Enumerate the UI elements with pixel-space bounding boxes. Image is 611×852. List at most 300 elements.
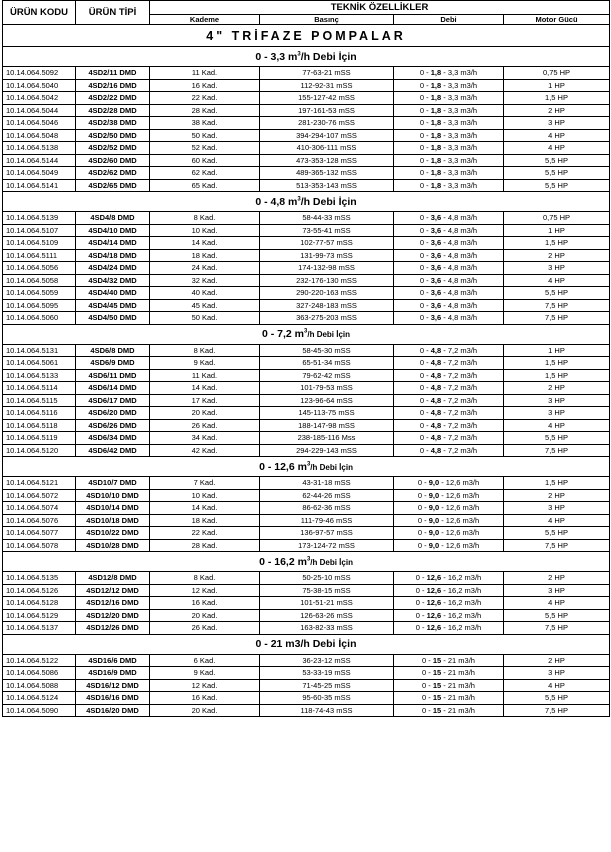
motor-power: 4 HP: [504, 597, 610, 610]
stage-count: 14 Kad.: [150, 237, 260, 250]
pressure-value: 65-51-34 mSS: [260, 357, 394, 370]
column-header-code: ÜRÜN KODU: [3, 1, 76, 25]
motor-power: 7,5 HP: [504, 444, 610, 457]
table-row: [3, 237, 610, 250]
flow-range: 0 - 9,0 - 12,6 m3/h: [394, 514, 504, 527]
product-code: 10.14.064.5137: [3, 622, 76, 635]
stage-count: 22 Kad.: [150, 92, 260, 105]
stage-count: 9 Kad.: [150, 357, 260, 370]
product-type: 4SD2/65 DMD: [76, 179, 150, 192]
flow-range: 0 - 3,6 - 4,8 m3/h: [394, 299, 504, 312]
product-code: 10.14.064.5115: [3, 394, 76, 407]
pressure-value: 123-96-64 mSS: [260, 394, 394, 407]
stage-count: 28 Kad.: [150, 104, 260, 117]
motor-power: 1,5 HP: [504, 357, 610, 370]
motor-power: 5,5 HP: [504, 167, 610, 180]
pressure-value: 489-365-132 mSS: [260, 167, 394, 180]
flow-range: 0 - 1,8 - 3,3 m3/h: [394, 67, 504, 80]
stage-count: 42 Kad.: [150, 444, 260, 457]
section-header: 0 - 7,2 $m^3/h$ Debi İçin: [3, 324, 610, 344]
pressure-value: 473-353-128 mSS: [260, 154, 394, 167]
pressure-value: 155-127-42 mSS: [260, 92, 394, 105]
flow-range: 0 - 9,0 - 12,6 m3/h: [394, 527, 504, 540]
table-row: [3, 407, 610, 420]
product-code: 10.14.064.5133: [3, 369, 76, 382]
product-type: 4SD2/50 DMD: [76, 129, 150, 142]
stage-count: 20 Kad.: [150, 609, 260, 622]
pressure-value: 75-38-15 mSS: [260, 584, 394, 597]
pressure-value: 238-185-116 Mss: [260, 432, 394, 445]
stage-count: 10 Kad.: [150, 489, 260, 502]
table-row: [3, 704, 610, 717]
table-row: [3, 382, 610, 395]
product-type: 4SD4/32 DMD: [76, 274, 150, 287]
stage-count: 16 Kad.: [150, 692, 260, 705]
pump-table: [2, 0, 610, 717]
motor-power: 5,5 HP: [504, 287, 610, 300]
stage-count: 9 Kad.: [150, 667, 260, 680]
motor-power: 0,75 HP: [504, 67, 610, 80]
flow-range: 0 - 15 - 21 m3/h: [394, 692, 504, 705]
motor-power: 5,5 HP: [504, 692, 610, 705]
flow-range: 0 - 1,8 - 3,3 m3/h: [394, 79, 504, 92]
product-type: 4SD12/8 DMD: [76, 572, 150, 585]
flow-range: 0 - 4,8 - 7,2 m3/h: [394, 382, 504, 395]
pressure-value: 111-79-46 mSS: [260, 514, 394, 527]
flow-range: 0 - 15 - 21 m3/h: [394, 704, 504, 717]
pressure-value: 101-51-21 mSS: [260, 597, 394, 610]
stage-count: 8 Kad.: [150, 572, 260, 585]
table-row: [3, 419, 610, 432]
product-type: 4SD4/24 DMD: [76, 262, 150, 275]
stage-count: 18 Kad.: [150, 249, 260, 262]
motor-power: 3 HP: [504, 117, 610, 130]
flow-range: 0 - 9,0 - 12,6 m3/h: [394, 502, 504, 515]
pressure-value: 86-62-36 mSS: [260, 502, 394, 515]
table-row: [3, 489, 610, 502]
flow-range: 0 - 3,6 - 4,8 m3/h: [394, 212, 504, 225]
pressure-value: 58-45-30 mSS: [260, 344, 394, 357]
product-code: 10.14.064.5124: [3, 692, 76, 705]
product-code: 10.14.064.5114: [3, 382, 76, 395]
motor-power: 5,5 HP: [504, 527, 610, 540]
flow-range: 0 - 1,8 - 3,3 m3/h: [394, 92, 504, 105]
product-type: 4SD2/38 DMD: [76, 117, 150, 130]
stage-count: 62 Kad.: [150, 167, 260, 180]
pressure-value: 50-25-10 mSS: [260, 572, 394, 585]
product-type: 4SD4/8 DMD: [76, 212, 150, 225]
product-type: 4SD10/14 DMD: [76, 502, 150, 515]
stage-count: 16 Kad.: [150, 79, 260, 92]
stage-count: 12 Kad.: [150, 584, 260, 597]
stage-count: 28 Kad.: [150, 539, 260, 552]
motor-power: 2 HP: [504, 489, 610, 502]
product-type: 4SD4/10 DMD: [76, 224, 150, 237]
table-row: [3, 679, 610, 692]
table-row: [3, 514, 610, 527]
stage-count: 40 Kad.: [150, 287, 260, 300]
product-type: 4SD16/6 DMD: [76, 654, 150, 667]
product-code: 10.14.064.5119: [3, 432, 76, 445]
flow-range: 0 - 4,8 - 7,2 m3/h: [394, 344, 504, 357]
table-row: [3, 167, 610, 180]
product-type: 4SD6/34 DMD: [76, 432, 150, 445]
table-row: [3, 129, 610, 142]
product-type: 4SD6/20 DMD: [76, 407, 150, 420]
product-type: 4SD6/9 DMD: [76, 357, 150, 370]
pressure-value: 71-45-25 mSS: [260, 679, 394, 692]
pressure-value: 197-161-53 mSS: [260, 104, 394, 117]
motor-power: 5,5 HP: [504, 179, 610, 192]
product-code: 10.14.064.5048: [3, 129, 76, 142]
table-row: [3, 299, 610, 312]
flow-range: 0 - 4,8 - 7,2 m3/h: [394, 444, 504, 457]
table-row: [3, 179, 610, 192]
product-code: 10.14.064.5131: [3, 344, 76, 357]
product-type: 4SD2/52 DMD: [76, 142, 150, 155]
stage-count: 34 Kad.: [150, 432, 260, 445]
product-code: 10.14.064.5042: [3, 92, 76, 105]
product-code: 10.14.064.5077: [3, 527, 76, 540]
pressure-value: 363-275-203 mSS: [260, 312, 394, 325]
product-code: 10.14.064.5076: [3, 514, 76, 527]
stage-count: 50 Kad.: [150, 129, 260, 142]
product-type: 4SD6/8 DMD: [76, 344, 150, 357]
product-type: 4SD10/10 DMD: [76, 489, 150, 502]
flow-range: 0 - 4,8 - 7,2 m3/h: [394, 432, 504, 445]
motor-power: 4 HP: [504, 419, 610, 432]
product-code: 10.14.064.5138: [3, 142, 76, 155]
pressure-value: 394-294-107 mSS: [260, 129, 394, 142]
motor-power: 3 HP: [504, 667, 610, 680]
stage-count: 11 Kad.: [150, 369, 260, 382]
motor-power: 3 HP: [504, 584, 610, 597]
product-type: 4SD2/62 DMD: [76, 167, 150, 180]
product-type: 4SD10/28 DMD: [76, 539, 150, 552]
motor-power: 7,5 HP: [504, 539, 610, 552]
product-type: 4SD2/22 DMD: [76, 92, 150, 105]
product-code: 10.14.064.5109: [3, 237, 76, 250]
stage-count: 18 Kad.: [150, 514, 260, 527]
motor-power: 2 HP: [504, 572, 610, 585]
pressure-value: 174-132-98 mSS: [260, 262, 394, 275]
motor-power: 7,5 HP: [504, 299, 610, 312]
product-code: 10.14.064.5139: [3, 212, 76, 225]
product-type: 4SD16/9 DMD: [76, 667, 150, 680]
product-code: 10.14.064.5128: [3, 597, 76, 610]
product-type: 4SD16/16 DMD: [76, 692, 150, 705]
flow-range: 0 - 3,6 - 4,8 m3/h: [394, 287, 504, 300]
stage-count: 52 Kad.: [150, 142, 260, 155]
table-row: [3, 667, 610, 680]
product-code: 10.14.064.5126: [3, 584, 76, 597]
product-code: 10.14.064.5118: [3, 419, 76, 432]
pressure-value: 136-97-57 mSS: [260, 527, 394, 540]
product-code: 10.14.064.5129: [3, 609, 76, 622]
pressure-value: 58-44-33 mSS: [260, 212, 394, 225]
motor-power: 1 HP: [504, 344, 610, 357]
table-row: [3, 584, 610, 597]
stage-count: 8 Kad.: [150, 344, 260, 357]
product-type: 4SD10/22 DMD: [76, 527, 150, 540]
table-title: 4" TRİFAZE POMPALAR: [3, 25, 610, 47]
section-header: 0 - 16,2 $m^3/h$ Debi İçin: [3, 552, 610, 572]
product-type: 4SD4/14 DMD: [76, 237, 150, 250]
stage-count: 45 Kad.: [150, 299, 260, 312]
flow-range: 0 - 12,6 - 16,2 m3/h: [394, 597, 504, 610]
motor-power: 5,5 HP: [504, 609, 610, 622]
stage-count: 8 Kad.: [150, 212, 260, 225]
product-code: 10.14.064.5059: [3, 287, 76, 300]
stage-count: 22 Kad.: [150, 527, 260, 540]
stage-count: 20 Kad.: [150, 704, 260, 717]
table-row: [3, 527, 610, 540]
product-type: 4SD4/50 DMD: [76, 312, 150, 325]
flow-range: 0 - 4,8 - 7,2 m3/h: [394, 357, 504, 370]
stage-count: 60 Kad.: [150, 154, 260, 167]
product-code: 10.14.064.5144: [3, 154, 76, 167]
product-code: 10.14.064.5135: [3, 572, 76, 585]
motor-power: 2 HP: [504, 104, 610, 117]
product-code: 10.14.064.5107: [3, 224, 76, 237]
flow-range: 0 - 12,6 - 16,2 m3/h: [394, 609, 504, 622]
flow-range: 0 - 15 - 21 m3/h: [394, 667, 504, 680]
table-row: [3, 104, 610, 117]
flow-range: 0 - 15 - 21 m3/h: [394, 654, 504, 667]
product-code: 10.14.064.5120: [3, 444, 76, 457]
column-header-kademe: Kademe: [150, 15, 260, 25]
table-row: [3, 539, 610, 552]
product-code: 10.14.064.5044: [3, 104, 76, 117]
stage-count: 12 Kad.: [150, 679, 260, 692]
stage-count: 20 Kad.: [150, 407, 260, 420]
product-code: 10.14.064.5046: [3, 117, 76, 130]
motor-power: 1,5 HP: [504, 369, 610, 382]
flow-range: 0 - 3,6 - 4,8 m3/h: [394, 224, 504, 237]
table-row: [3, 262, 610, 275]
section-header: 0 - 21 m3/h Debi İçin: [3, 634, 610, 654]
motor-power: 4 HP: [504, 129, 610, 142]
product-code: 10.14.064.5122: [3, 654, 76, 667]
section-header: 0 - 3,3 $m^3/h$ Debi İçin: [3, 47, 610, 67]
flow-range: 0 - 4,8 - 7,2 m3/h: [394, 407, 504, 420]
stage-count: 17 Kad.: [150, 394, 260, 407]
product-type: 4SD2/16 DMD: [76, 79, 150, 92]
product-type: 4SD4/18 DMD: [76, 249, 150, 262]
table-row: [3, 92, 610, 105]
pressure-value: 173-124-72 mSS: [260, 539, 394, 552]
pressure-value: 95-60-35 mSS: [260, 692, 394, 705]
product-type: 4SD4/40 DMD: [76, 287, 150, 300]
pressure-value: 281-230-76 mSS: [260, 117, 394, 130]
pressure-value: 163-82-33 mSS: [260, 622, 394, 635]
product-code: 10.14.064.5092: [3, 67, 76, 80]
motor-power: 4 HP: [504, 274, 610, 287]
product-type: 4SD6/26 DMD: [76, 419, 150, 432]
table-row: [3, 154, 610, 167]
motor-power: 1 HP: [504, 224, 610, 237]
flow-range: 0 - 12,6 - 16,2 m3/h: [394, 622, 504, 635]
pressure-value: 327-248-183 mSS: [260, 299, 394, 312]
product-code: 10.14.064.5074: [3, 502, 76, 515]
table-row: [3, 432, 610, 445]
table-row: [3, 212, 610, 225]
table-row: [3, 597, 610, 610]
motor-power: 7,5 HP: [504, 704, 610, 717]
table-row: [3, 477, 610, 490]
motor-power: 3 HP: [504, 394, 610, 407]
motor-power: 2 HP: [504, 382, 610, 395]
pressure-value: 232-176-130 mSS: [260, 274, 394, 287]
product-type: 4SD6/17 DMD: [76, 394, 150, 407]
flow-range: 0 - 3,6 - 4,8 m3/h: [394, 237, 504, 250]
table-row: [3, 572, 610, 585]
motor-power: 7,5 HP: [504, 622, 610, 635]
pressure-value: 36-23-12 mSS: [260, 654, 394, 667]
table-row: [3, 249, 610, 262]
flow-range: 0 - 9,0 - 12,6 m3/h: [394, 477, 504, 490]
product-type: 4SD6/42 DMD: [76, 444, 150, 457]
column-header-basinc: Basınç: [260, 15, 394, 25]
product-code: 10.14.064.5111: [3, 249, 76, 262]
table-row: [3, 692, 610, 705]
section-header: 0 - 12,6 $m^3/h$ Debi İçin: [3, 457, 610, 477]
motor-power: 4 HP: [504, 679, 610, 692]
product-type: 4SD12/26 DMD: [76, 622, 150, 635]
column-header-motor: Motor Gücü: [504, 15, 610, 25]
motor-power: 3 HP: [504, 502, 610, 515]
stage-count: 14 Kad.: [150, 382, 260, 395]
product-type: 4SD16/20 DMD: [76, 704, 150, 717]
flow-range: 0 - 1,8 - 3,3 m3/h: [394, 117, 504, 130]
flow-range: 0 - 1,8 - 3,3 m3/h: [394, 179, 504, 192]
stage-count: 65 Kad.: [150, 179, 260, 192]
product-code: 10.14.064.5040: [3, 79, 76, 92]
pressure-value: 73-55-41 mSS: [260, 224, 394, 237]
pressure-value: 410-306-111 mSS: [260, 142, 394, 155]
flow-range: 0 - 12,6 - 16,2 m3/h: [394, 572, 504, 585]
flow-range: 0 - 1,8 - 3,3 m3/h: [394, 167, 504, 180]
table-row: [3, 369, 610, 382]
product-code: 10.14.064.5061: [3, 357, 76, 370]
flow-range: 0 - 4,8 - 7,2 m3/h: [394, 369, 504, 382]
pressure-value: 43-31-18 mSS: [260, 477, 394, 490]
motor-power: 5,5 HP: [504, 154, 610, 167]
flow-range: 0 - 1,8 - 3,3 m3/h: [394, 142, 504, 155]
pressure-value: 112-92-31 mSS: [260, 79, 394, 92]
pressure-value: 290-220-163 mSS: [260, 287, 394, 300]
motor-power: 2 HP: [504, 249, 610, 262]
pressure-value: 77-63-21 mSS: [260, 67, 394, 80]
column-header-technical: TEKNİK ÖZELLİKLER: [150, 1, 610, 15]
flow-range: 0 - 4,8 - 7,2 m3/h: [394, 419, 504, 432]
table-row: [3, 312, 610, 325]
table-row: [3, 224, 610, 237]
stage-count: 10 Kad.: [150, 224, 260, 237]
motor-power: 5,5 HP: [504, 432, 610, 445]
table-row: [3, 444, 610, 457]
product-type: 4SD10/7 DMD: [76, 477, 150, 490]
flow-range: 0 - 3,6 - 4,8 m3/h: [394, 312, 504, 325]
pressure-value: 102-77-57 mSS: [260, 237, 394, 250]
product-code: 10.14.064.5086: [3, 667, 76, 680]
motor-power: 1,5 HP: [504, 92, 610, 105]
flow-range: 0 - 3,6 - 4,8 m3/h: [394, 274, 504, 287]
stage-count: 16 Kad.: [150, 597, 260, 610]
stage-count: 24 Kad.: [150, 262, 260, 275]
table-row: [3, 654, 610, 667]
table-row: [3, 357, 610, 370]
stage-count: 50 Kad.: [150, 312, 260, 325]
flow-range: 0 - 15 - 21 m3/h: [394, 679, 504, 692]
product-type: 4SD16/12 DMD: [76, 679, 150, 692]
table-row: [3, 274, 610, 287]
flow-range: 0 - 1,8 - 3,3 m3/h: [394, 104, 504, 117]
motor-power: 0,75 HP: [504, 212, 610, 225]
flow-range: 0 - 1,8 - 3,3 m3/h: [394, 129, 504, 142]
flow-range: 0 - 4,8 - 7,2 m3/h: [394, 394, 504, 407]
product-code: 10.14.064.5095: [3, 299, 76, 312]
column-header-debi: Debi: [394, 15, 504, 25]
table-row: [3, 142, 610, 155]
motor-power: 4 HP: [504, 514, 610, 527]
product-type: 4SD4/45 DMD: [76, 299, 150, 312]
product-code: 10.14.064.5088: [3, 679, 76, 692]
table-row: [3, 117, 610, 130]
flow-range: 0 - 9,0 - 12,6 m3/h: [394, 539, 504, 552]
product-code: 10.14.064.5116: [3, 407, 76, 420]
pressure-value: 101-79-53 mSS: [260, 382, 394, 395]
product-type: 4SD10/18 DMD: [76, 514, 150, 527]
product-type: 4SD2/11 DMD: [76, 67, 150, 80]
pressure-value: 118-74-43 mSS: [260, 704, 394, 717]
product-code: 10.14.064.5058: [3, 274, 76, 287]
stage-count: 26 Kad.: [150, 419, 260, 432]
product-type: 4SD2/60 DMD: [76, 154, 150, 167]
pressure-value: 53-33-19 mSS: [260, 667, 394, 680]
stage-count: 26 Kad.: [150, 622, 260, 635]
product-code: 10.14.064.5121: [3, 477, 76, 490]
product-type: 4SD12/12 DMD: [76, 584, 150, 597]
motor-power: 1,5 HP: [504, 477, 610, 490]
product-code: 10.14.064.5056: [3, 262, 76, 275]
pressure-value: 513-353-143 mSS: [260, 179, 394, 192]
pressure-value: 188-147-98 mSS: [260, 419, 394, 432]
motor-power: 7,5 HP: [504, 312, 610, 325]
pressure-value: 126-63-26 mSS: [260, 609, 394, 622]
pressure-value: 79-62-42 mSS: [260, 369, 394, 382]
flow-range: 0 - 3,6 - 4,8 m3/h: [394, 249, 504, 262]
product-code: 10.14.064.5049: [3, 167, 76, 180]
stage-count: 38 Kad.: [150, 117, 260, 130]
pressure-value: 294-229-143 mSS: [260, 444, 394, 457]
product-type: 4SD6/11 DMD: [76, 369, 150, 382]
motor-power: 3 HP: [504, 407, 610, 420]
product-code: 10.14.064.5141: [3, 179, 76, 192]
flow-range: 0 - 12,6 - 16,2 m3/h: [394, 584, 504, 597]
motor-power: 2 HP: [504, 654, 610, 667]
table-row: [3, 609, 610, 622]
product-code: 10.14.064.5078: [3, 539, 76, 552]
product-type: 4SD12/20 DMD: [76, 609, 150, 622]
table-row: [3, 287, 610, 300]
motor-power: 4 HP: [504, 142, 610, 155]
stage-count: 14 Kad.: [150, 502, 260, 515]
motor-power: 3 HP: [504, 262, 610, 275]
stage-count: 32 Kad.: [150, 274, 260, 287]
product-type: 4SD6/14 DMD: [76, 382, 150, 395]
section-header: 0 - 4,8 $m^3/h$ Debi İçin: [3, 192, 610, 212]
